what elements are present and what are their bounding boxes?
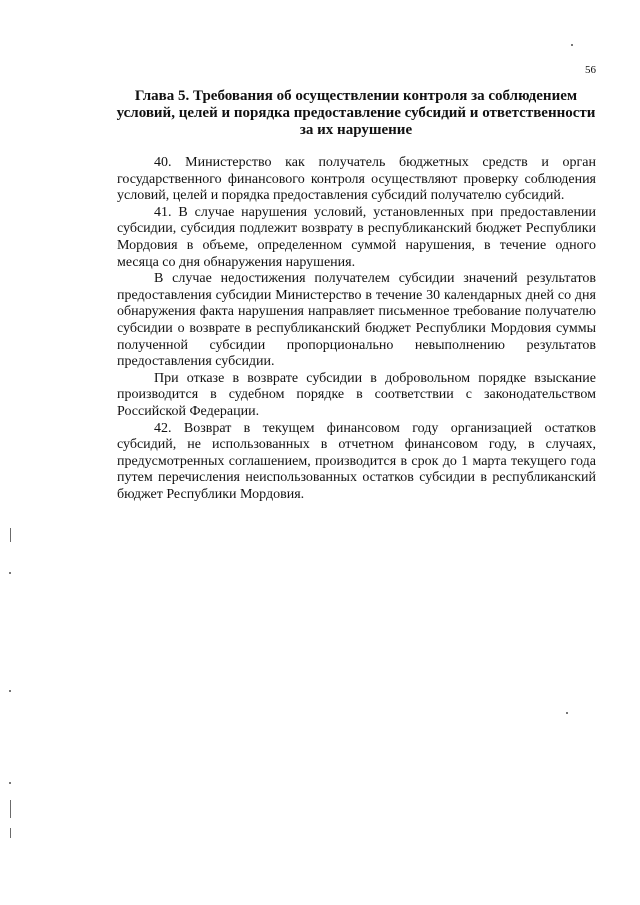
- scan-artifact-dot: [9, 782, 11, 784]
- scan-artifact-line: [10, 800, 11, 818]
- chapter-heading: Глава 5. Требования об осуществлении контроля за соблюдением условий, целей и порядка предоставление субсидий и ответственности за их нарушение: [116, 88, 596, 138]
- scan-artifact-line: [10, 828, 11, 838]
- scan-artifact-line: [10, 528, 11, 542]
- paragraph-42: 42. Возврат в текущем финансовом году организацией остатков субсидий, не использованных в отчетном финансовом году, в случаях, предусмотренных соглашением, производится в срок до 1 марта текущего года путем перечисления неиспользованных остатков субсидии в республиканский бюджет Республики Мордовия.: [117, 420, 596, 502]
- scan-artifact-dot: [9, 690, 11, 692]
- scan-artifact-dot: [566, 712, 568, 714]
- page-number: 56: [585, 64, 596, 76]
- document-body: [117, 155, 596, 503]
- paragraph-41-refusal: При отказе в возврате субсидии в добровольном порядке взыскание производится в судебном порядке в соответствии с законодательством Российской Федерации.: [117, 370, 596, 419]
- scan-artifact-dot: [9, 572, 11, 574]
- scan-artifact-dot: [571, 44, 573, 46]
- paragraph-41: 41. В случае нарушения условий, установленных при предоставлении субсидии, субсидия подлежит возврату в республиканский бюджет Республики Мордовия в объеме, определенном суммой нарушения, в течение одного месяца со дня обнаружения нарушения.: [117, 204, 596, 270]
- paragraph-40: 40. Министерство как получатель бюджетных средств и орган государственного финансового контроля осуществляют проверку соблюдения условий, целей и порядка предоставления субсидий получателю субсидий.: [117, 155, 596, 204]
- paragraph-41-return: В случае недостижения получателем субсидии значений результатов предоставления субсидии Министерство в течение 30 календарных дней со дня обнаружения факта нарушения направляет письменное требование получателю субсидии о возврате в республиканский бюджет Республики Мордовия суммы полученной субсидии пропорционально невыполнению результатов предоставления субсидии.: [117, 271, 596, 370]
